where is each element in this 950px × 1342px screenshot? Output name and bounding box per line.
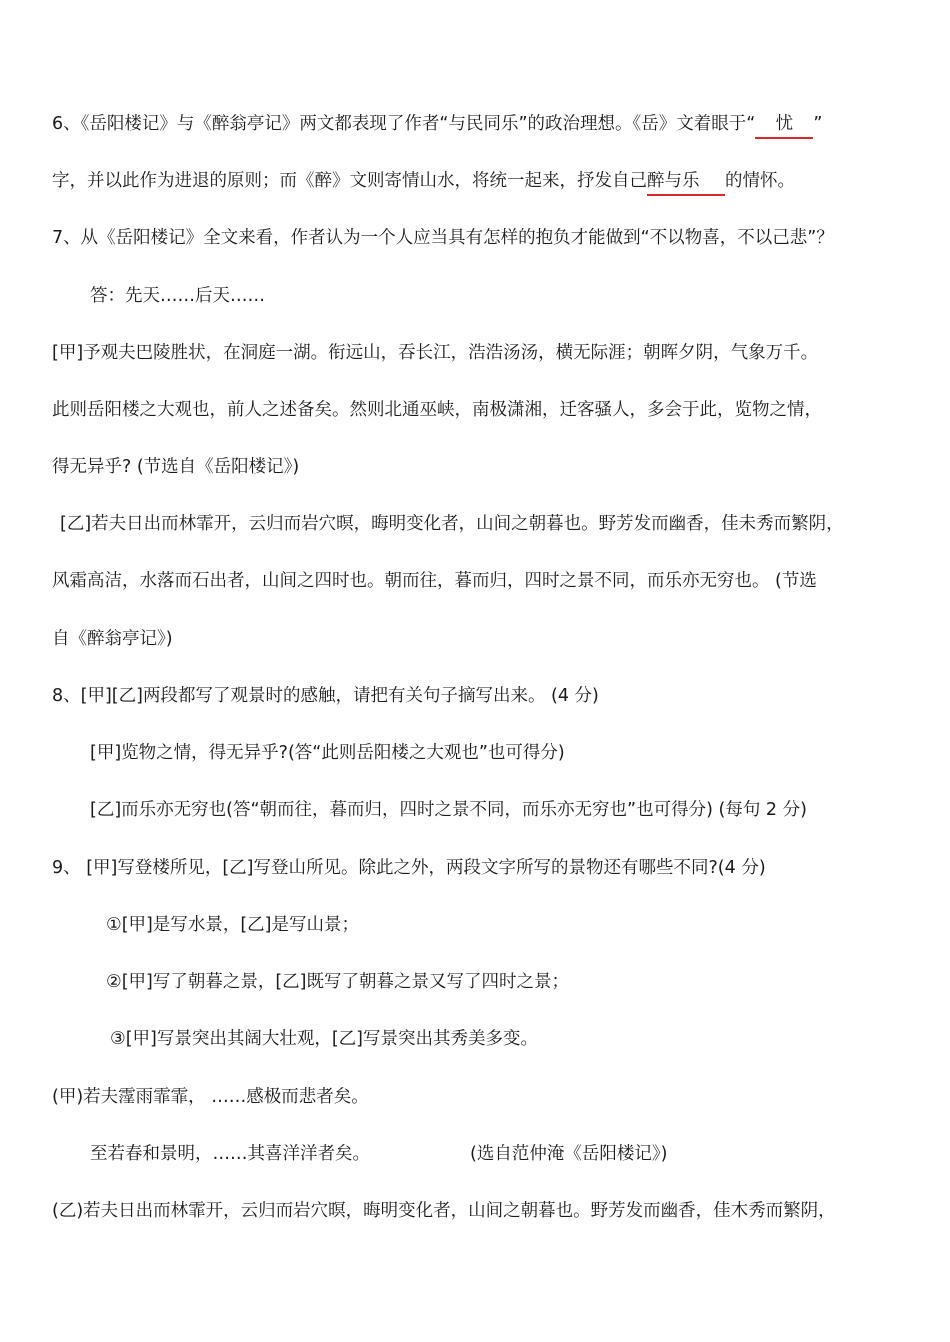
q9-answer-3: ③[甲]写景突出其阔大壮观，[乙]写景突出其秀美多变。 <box>110 1029 538 1049</box>
q6-answer-blank-1: 忧 <box>755 116 813 139</box>
q6-text-2-end: 的情怀。 <box>725 171 795 191</box>
passage-yi-line-2: 风霜高洁，水落而石出者，山间之四时也。朝而往，暮而归，四时之景不同，而乐亦无穷也。 (节选 <box>52 571 817 591</box>
passage2-jia-source: (选自范仲淹《岳阳楼记》) <box>470 1144 668 1164</box>
q6-text-1: 6、《岳阳楼记》与《醉翁亭记》两文都表现了作者“与民同乐”的政治理想。《岳》文着眼于“ <box>52 114 756 134</box>
passage-jia-line-3: 得无异乎? (节选自《岳阳楼记》) <box>52 457 300 477</box>
q6-answer-blank-2: 醉与乐 <box>647 173 725 196</box>
q7-answer: 答：先天……后天…… <box>90 286 265 306</box>
q9-answer-1: ①[甲]是写水景，[乙]是写山景； <box>106 915 359 935</box>
q6-close-quote: ” <box>813 114 823 134</box>
passage2-jia-line-1: (甲)若夫霪雨霏霏， ……感极而悲者矣。 <box>52 1087 369 1107</box>
q6-text-2: 字，并以此作为进退的原则；而《醉》文则寄情山水，将统一起来，抒发自己 <box>52 171 647 191</box>
q6-line-1 <box>52 116 822 139</box>
passage-yi-line-1: [乙]若夫日出而林霏开，云归而岩穴暝，晦明变化者，山间之朝暮也。野芳发而幽香，佳未秀而繁阴， <box>60 514 844 534</box>
passage2-yi-line-1: (乙)若夫日出而林霏开，云归而岩穴暝，晦明变化者，山间之朝暮也。野芳发而幽香，佳木秀而繁阴， <box>52 1201 836 1221</box>
passage-jia-line-2: 此则岳阳楼之大观也，前人之述备矣。然则北通巫峡，南极潇湘，迁客骚人，多会于此，览物之情， <box>52 400 822 420</box>
passage-jia-line-1: [甲]予观夫巴陵胜状，在洞庭一湖。衔远山，吞长江，浩浩汤汤，横无际涯；朝晖夕阴，气象万千。 <box>52 343 819 363</box>
q8-question: 8、[甲][乙]两段都写了观景时的感触，请把有关句子摘写出来。 (4 分) <box>52 686 599 706</box>
q8-answer-yi: [乙]而乐亦无穷也(答“朝而往，暮而归，四时之景不同，而乐亦无穷也”也可得分) (每句 2 分) <box>90 800 807 820</box>
passage2-jia-line-2: 至若春和景明，……其喜洋洋者矣。 <box>90 1144 370 1164</box>
q6-line-2 <box>52 173 795 196</box>
q8-answer-jia: [甲]览物之情，得无异乎?(答“此则岳阳楼之大观也”也可得分) <box>90 743 565 763</box>
passage-yi-line-3: 自《醉翁亭记》) <box>52 629 173 649</box>
q9-question: 9、 [甲]写登楼所见，[乙]写登山所见。除此之外，两段文字所写的景物还有哪些不同?(4 分) <box>52 858 766 878</box>
q7-question: 7、从《岳阳楼记》全文来看，作者认为一个人应当具有怎样的抱负才能做到“不以物喜，不以己悲”？ <box>52 228 834 248</box>
q9-answer-2: ②[甲]写了朝暮之景，[乙]既写了朝暮之景又写了四时之景； <box>106 972 569 992</box>
